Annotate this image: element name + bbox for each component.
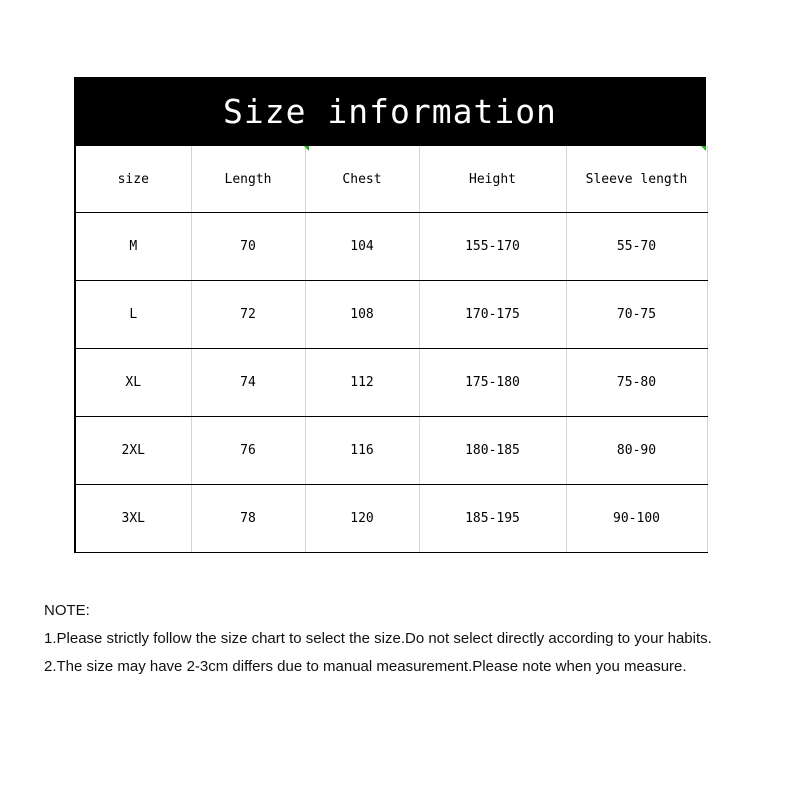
table-cell: 74 — [191, 349, 305, 417]
chart-title: Size information — [74, 77, 706, 146]
table-cell: 78 — [191, 485, 305, 553]
table-row — [75, 417, 707, 485]
table-cell: 155-170 — [419, 213, 566, 281]
table-cell: XL — [75, 349, 191, 417]
cell-marker-icon — [304, 146, 309, 151]
table-cell: 90-100 — [566, 485, 707, 553]
cell-marker-icon — [701, 146, 706, 151]
table-cell: 116 — [305, 417, 419, 485]
table-cell: 175-180 — [419, 349, 566, 417]
table-cell: 70 — [191, 213, 305, 281]
table-header-row — [75, 146, 707, 213]
note-line-1: 1.Please strictly follow the size chart to select the size.Do not select directly according to your habits. — [44, 630, 712, 647]
table-cell: 185-195 — [419, 485, 566, 553]
table-cell: 75-80 — [566, 349, 707, 417]
table-row — [75, 349, 707, 417]
table-row — [75, 213, 707, 281]
table-cell: 2XL — [75, 417, 191, 485]
notes-heading: NOTE: — [44, 602, 90, 619]
size-table — [74, 146, 708, 553]
note-line-2: 2.The size may have 2-3cm differs due to manual measurement.Please note when you measure. — [44, 658, 687, 675]
table-cell: L — [75, 281, 191, 349]
table-cell: 80-90 — [566, 417, 707, 485]
header-cell-chest: Chest — [305, 146, 419, 213]
table-cell: 112 — [305, 349, 419, 417]
table-cell: 120 — [305, 485, 419, 553]
header-cell-height: Height — [419, 146, 566, 213]
table-cell: M — [75, 213, 191, 281]
notes-section — [44, 597, 712, 681]
header-cell-sleeve-length: Sleeve length — [566, 146, 707, 213]
table-cell: 3XL — [75, 485, 191, 553]
table-cell: 108 — [305, 281, 419, 349]
table-row — [75, 485, 707, 553]
table-cell: 55-70 — [566, 213, 707, 281]
size-chart — [74, 77, 706, 553]
table-cell: 70-75 — [566, 281, 707, 349]
table-cell: 180-185 — [419, 417, 566, 485]
table-cell: 72 — [191, 281, 305, 349]
table-cell: 76 — [191, 417, 305, 485]
table-cell: 170-175 — [419, 281, 566, 349]
header-cell-size: size — [75, 146, 191, 213]
table-row — [75, 281, 707, 349]
table-cell: 104 — [305, 213, 419, 281]
header-cell-length: Length — [191, 146, 305, 213]
